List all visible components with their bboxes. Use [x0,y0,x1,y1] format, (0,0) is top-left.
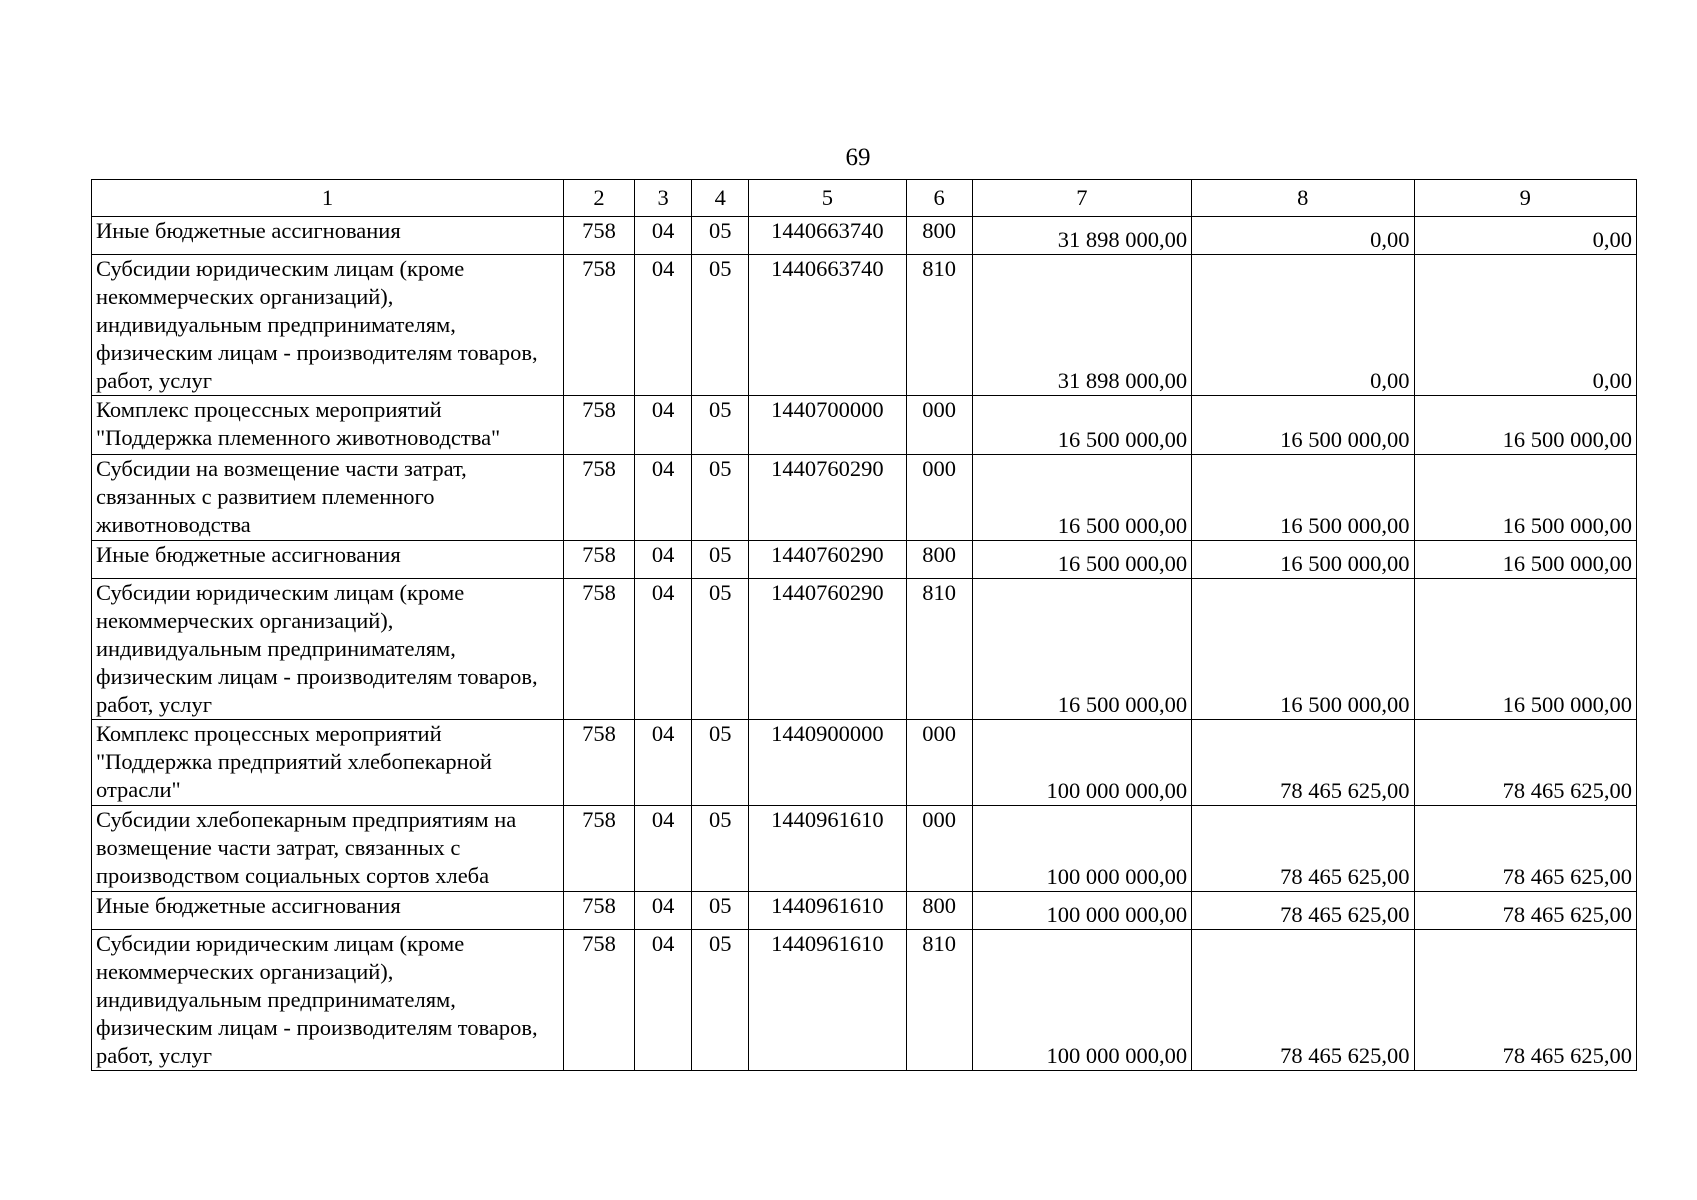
target-article-cell: 1440760290 [749,541,906,579]
amount-year3-cell: 78 465 625,00 [1414,892,1636,930]
budget-table [91,179,1637,1071]
expense-type-cell: 000 [906,806,972,892]
code-cell: 758 [563,579,634,720]
subsection-cell: 05 [692,541,749,579]
code-cell: 758 [563,806,634,892]
amount-year1-cell: 100 000 000,00 [972,806,1191,892]
section-cell: 04 [635,455,692,541]
amount-year3-cell: 0,00 [1414,255,1636,396]
section-cell: 04 [635,806,692,892]
amount-year2-cell: 0,00 [1192,217,1414,255]
subsection-cell: 05 [692,455,749,541]
amount-year1-cell: 100 000 000,00 [972,930,1191,1071]
target-article-cell: 1440663740 [749,217,906,255]
amount-year2-cell: 78 465 625,00 [1192,892,1414,930]
amount-year2-cell: 16 500 000,00 [1192,396,1414,455]
expense-type-cell: 800 [906,892,972,930]
subsection-cell: 05 [692,806,749,892]
row-name-cell: Субсидии юридическим лицам (кроме некоммерческих организаций), индивидуальным предпринимателям, физическим лицам - производителям товаров, работ, услуг [92,255,564,396]
section-cell: 04 [635,720,692,806]
section-cell: 04 [635,579,692,720]
table-row [92,720,1637,806]
column-header: 4 [692,180,749,217]
amount-year2-cell: 16 500 000,00 [1192,579,1414,720]
section-cell: 04 [635,396,692,455]
amount-year2-cell: 78 465 625,00 [1192,930,1414,1071]
code-cell: 758 [563,255,634,396]
amount-year1-cell: 16 500 000,00 [972,579,1191,720]
row-name-cell: Субсидии юридическим лицам (кроме некоммерческих организаций), индивидуальным предпринимателям, физическим лицам - производителям товаров, работ, услуг [92,579,564,720]
amount-year3-cell: 16 500 000,00 [1414,579,1636,720]
expense-type-cell: 800 [906,541,972,579]
row-name-cell: Иные бюджетные ассигнования [92,541,564,579]
target-article-cell: 1440700000 [749,396,906,455]
subsection-cell: 05 [692,892,749,930]
table-row [92,892,1637,930]
subsection-cell: 05 [692,217,749,255]
table-row [92,455,1637,541]
column-header: 7 [972,180,1191,217]
column-header: 3 [635,180,692,217]
table-row [92,396,1637,455]
row-name-cell: Субсидии на возмещение части затрат, связанных с развитием племенного животноводства [92,455,564,541]
header-row [92,180,1637,217]
column-header: 6 [906,180,972,217]
target-article-cell: 1440900000 [749,720,906,806]
code-cell: 758 [563,541,634,579]
column-header: 9 [1414,180,1636,217]
expense-type-cell: 810 [906,579,972,720]
amount-year3-cell: 16 500 000,00 [1414,396,1636,455]
table-row [92,255,1637,396]
amount-year1-cell: 31 898 000,00 [972,217,1191,255]
amount-year3-cell: 78 465 625,00 [1414,720,1636,806]
amount-year1-cell: 100 000 000,00 [972,720,1191,806]
amount-year1-cell: 31 898 000,00 [972,255,1191,396]
code-cell: 758 [563,455,634,541]
amount-year2-cell: 16 500 000,00 [1192,541,1414,579]
row-name-cell: Иные бюджетные ассигнования [92,217,564,255]
subsection-cell: 05 [692,255,749,396]
row-name-cell: Субсидии хлебопекарным предприятиям на возмещение части затрат, связанных с производством социальных сортов хлеба [92,806,564,892]
row-name-cell: Комплекс процессных мероприятий "Поддержка племенного животноводства" [92,396,564,455]
table-row [92,541,1637,579]
section-cell: 04 [635,892,692,930]
subsection-cell: 05 [692,930,749,1071]
column-header: 5 [749,180,906,217]
expense-type-cell: 000 [906,396,972,455]
expense-type-cell: 000 [906,720,972,806]
amount-year2-cell: 78 465 625,00 [1192,806,1414,892]
target-article-cell: 1440760290 [749,579,906,720]
subsection-cell: 05 [692,579,749,720]
target-article-cell: 1440961610 [749,806,906,892]
amount-year1-cell: 16 500 000,00 [972,455,1191,541]
section-cell: 04 [635,255,692,396]
amount-year1-cell: 100 000 000,00 [972,892,1191,930]
amount-year3-cell: 0,00 [1414,217,1636,255]
column-header: 2 [563,180,634,217]
amount-year2-cell: 16 500 000,00 [1192,455,1414,541]
amount-year3-cell: 16 500 000,00 [1414,541,1636,579]
code-cell: 758 [563,396,634,455]
column-header: 1 [92,180,564,217]
row-name-cell: Иные бюджетные ассигнования [92,892,564,930]
row-name-cell: Субсидии юридическим лицам (кроме некоммерческих организаций), индивидуальным предпринимателям, физическим лицам - производителям товаров, работ, услуг [92,930,564,1071]
section-cell: 04 [635,541,692,579]
subsection-cell: 05 [692,720,749,806]
code-cell: 758 [563,720,634,806]
table-body [92,180,1637,1071]
code-cell: 758 [563,930,634,1071]
code-cell: 758 [563,217,634,255]
table-row [92,806,1637,892]
amount-year1-cell: 16 500 000,00 [972,396,1191,455]
expense-type-cell: 810 [906,930,972,1071]
amount-year2-cell: 78 465 625,00 [1192,720,1414,806]
row-name-cell: Комплекс процессных мероприятий "Поддержка предприятий хлебопекарной отрасли" [92,720,564,806]
amount-year2-cell: 0,00 [1192,255,1414,396]
section-cell: 04 [635,217,692,255]
table-row [92,217,1637,255]
target-article-cell: 1440961610 [749,892,906,930]
amount-year1-cell: 16 500 000,00 [972,541,1191,579]
expense-type-cell: 800 [906,217,972,255]
amount-year3-cell: 78 465 625,00 [1414,806,1636,892]
table-row [92,579,1637,720]
expense-type-cell: 000 [906,455,972,541]
column-header: 8 [1192,180,1414,217]
page-number: 69 [845,144,871,171]
amount-year3-cell: 16 500 000,00 [1414,455,1636,541]
target-article-cell: 1440961610 [749,930,906,1071]
section-cell: 04 [635,930,692,1071]
subsection-cell: 05 [692,396,749,455]
target-article-cell: 1440760290 [749,455,906,541]
code-cell: 758 [563,892,634,930]
expense-type-cell: 810 [906,255,972,396]
amount-year3-cell: 78 465 625,00 [1414,930,1636,1071]
target-article-cell: 1440663740 [749,255,906,396]
table-row [92,930,1637,1071]
